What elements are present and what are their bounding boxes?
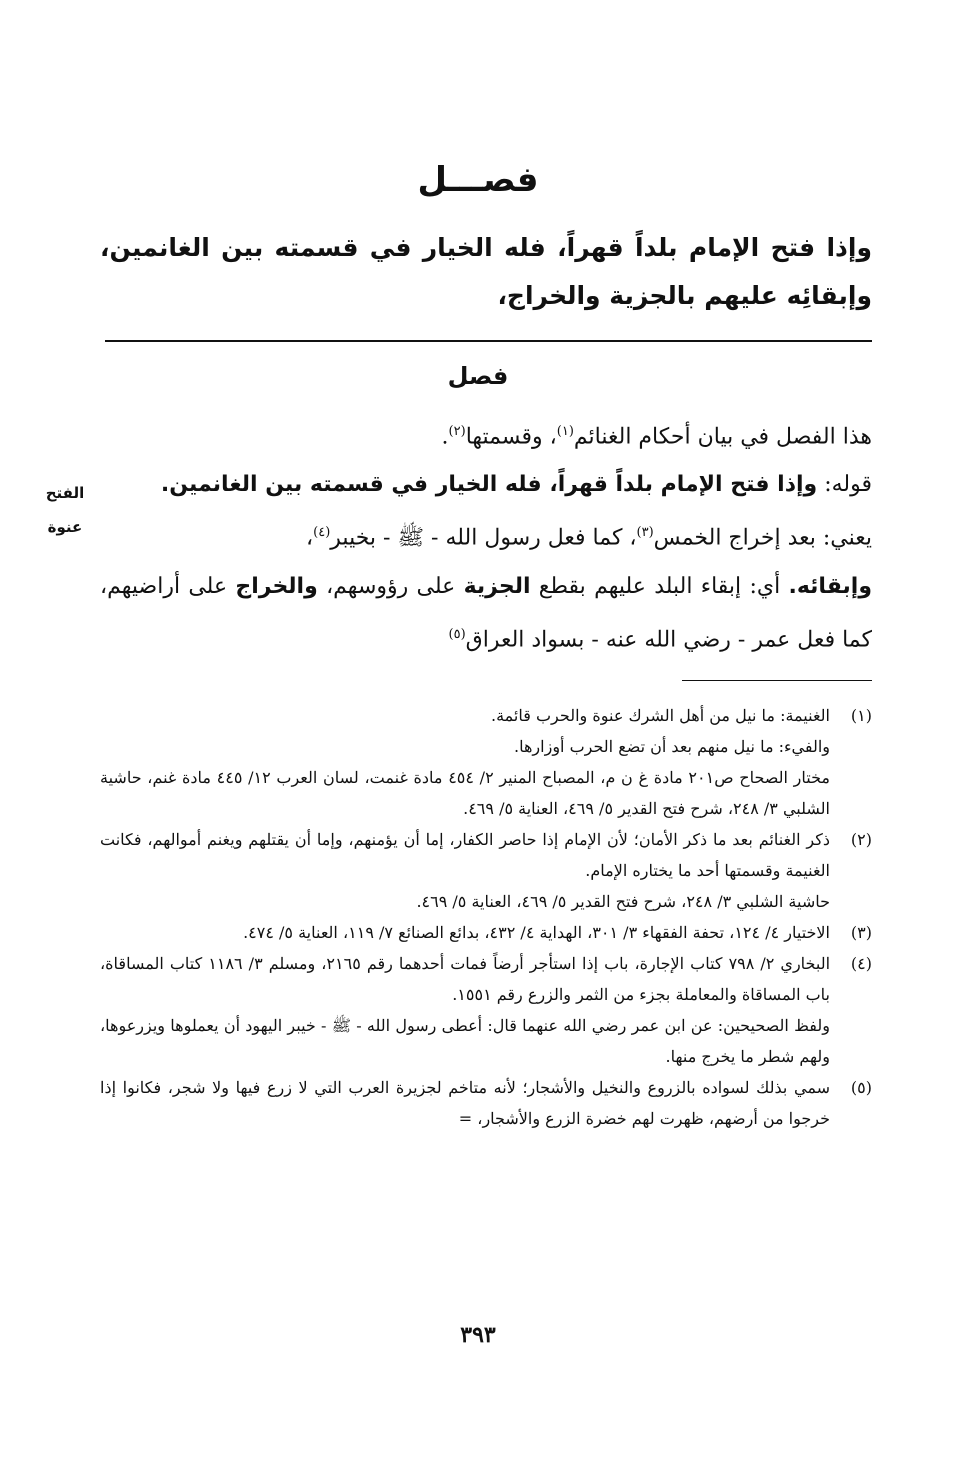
- footnote-number: (٤): [850, 954, 872, 973]
- footnote-ref[interactable]: (٤): [313, 525, 331, 541]
- commentary-heading: فصل: [447, 362, 509, 390]
- footnote-number: (٣): [850, 923, 872, 942]
- footnote-ref[interactable]: (٢): [448, 424, 466, 439]
- commentary-paragraph: [100, 563, 872, 664]
- commentary-text: هذا الفصل في بيان أحكام الغنائم: [573, 424, 872, 450]
- commentary-text: يعني: بعد إخراج الخمس: [653, 525, 872, 551]
- matn-text: وإذا فتح الإمام بلداً قهراً، فله الخيار في قسمته بين الغانمين، وإبقائِه عليهم بالجزية والخراج،: [100, 233, 872, 310]
- quote-label: قوله:: [824, 472, 872, 498]
- footnote-number: (٥): [850, 1078, 872, 1097]
- matn-quote: وإبقائه.: [788, 573, 872, 599]
- margin-note-line: الفتح: [45, 484, 85, 502]
- footnote: [100, 948, 872, 1072]
- footnote-line: والفيء: ما نيل منهم بعد أن تضع الحرب أوزارها.: [514, 737, 830, 756]
- footnotes-divider: [682, 680, 872, 681]
- commentary-text: ،: [306, 525, 314, 551]
- margin-note: [30, 476, 100, 544]
- footnote-ref[interactable]: (١): [556, 424, 574, 439]
- margin-note-line: عنوة: [47, 518, 83, 536]
- commentary-text: على أراضيهم، كما فعل عمر - رضي الله عنه - بسواد العراق: [100, 573, 872, 652]
- commentary-text: ، وقسمتها: [465, 424, 557, 450]
- footnote: [100, 824, 872, 917]
- footnote-ref[interactable]: (٥): [448, 626, 466, 642]
- page-number: ٣٩٣: [460, 1322, 496, 1348]
- footnote-line: الغنيمة: ما نيل من أهل الشرك عنوة والحرب قائمة.: [491, 706, 830, 725]
- commentary-text: على رؤوسهم،: [326, 573, 464, 599]
- commentary-body: [100, 408, 872, 664]
- footnote-body: [100, 948, 830, 1072]
- commentary-text: .: [441, 424, 449, 450]
- footnote-number: (١): [850, 706, 872, 725]
- footnote-line: الاختيار ٤/ ١٢٤، تحفة الفقهاء ٣/ ٣٠١، الهداية ٤/ ٤٣٢، بدائع الصنائع ٧/ ١١٩، العناية ٥/ ٤٧٤.: [243, 923, 830, 942]
- matn-quote: والخراج: [235, 573, 318, 599]
- matn-quote: وإذا فتح الإمام بلداً قهراً، فله الخيار في قسمته بين الغانمين.: [160, 472, 818, 498]
- footnote-line: ولفظ الصحيحين: عن ابن عمر رضي الله عنهما قال: أعطى رسول الله - ﷺ - خيبر اليهود أن يعملوها ويزرعوها، ولهم شطر ما يخرج منها.: [100, 1016, 830, 1066]
- footnote-body: [100, 824, 830, 917]
- matn-divider: [105, 340, 872, 342]
- matn-quote: الجزية: [463, 573, 531, 599]
- footnote-line: حاشية الشلبي ٣/ ٢٤٨، شرح فتح القدير ٥/ ٤٦٩، العناية ٥/ ٤٦٩.: [416, 892, 830, 911]
- footnote-body: [100, 917, 830, 948]
- matn-section-heading: فصـــل: [417, 160, 539, 200]
- commentary-paragraph: [100, 461, 872, 509]
- footnote-ref[interactable]: (٣): [636, 525, 654, 541]
- commentary-text: أي: إبقاء البلد عليهم بقطع: [538, 573, 789, 599]
- commentary-paragraph: [100, 408, 872, 461]
- footnote: [100, 917, 872, 948]
- commentary-paragraph: [100, 509, 872, 562]
- footnotes: [100, 700, 872, 1134]
- footnote-line: ذكر الغنائم بعد ما ذكر الأمان؛ لأن الإمام إذا حاصر الكفار، إما أن يؤمنهم، وإما أن يقتلهم ويغنم أموالهم، فكانت الغنيمة وقسمتها أحد ما يختاره الإمام.: [100, 830, 830, 880]
- commentary-text: ، كما فعل رسول الله - ﷺ - بخيبر: [330, 525, 637, 551]
- footnote-number: (٢): [850, 830, 872, 849]
- footnote: [100, 700, 872, 824]
- footnote-line: مختار الصحاح ص٢٠١ مادة غ ن م، المصباح المنير ٢/ ٤٥٤ مادة غنمت، لسان العرب ١٢/ ٤٤٥ مادة غنم، حاشية الشلبي ٣/ ٢٤٨، شرح فتح القدير ٥/ ٤٦٩، العناية ٥/ ٤٦٩.: [100, 768, 831, 818]
- footnote: [100, 1072, 872, 1134]
- footnote-line: سمي بذلك لسواده بالزروع والنخيل والأشجار؛ لأنه متاخم لجزيرة العرب التي لا زرع فيها ولا شجر، فكانوا إذا خرجوا من أرضهم، ظهرت لهم خضرة الزرع والأشجار، =: [100, 1078, 830, 1128]
- footnote-body: [100, 1072, 830, 1134]
- footnote-body: [100, 700, 830, 824]
- footnote-line: البخاري ٢/ ٧٩٨ كتاب الإجارة، باب إذا استأجر أرضاً فمات أحدهما رقم ٢١٦٥، ومسلم ٣/ ١١٨٦ كتاب المساقاة، باب المساقاة والمعاملة بجزء من الثمر والزرع رقم ١٥٥١.: [100, 954, 831, 1004]
